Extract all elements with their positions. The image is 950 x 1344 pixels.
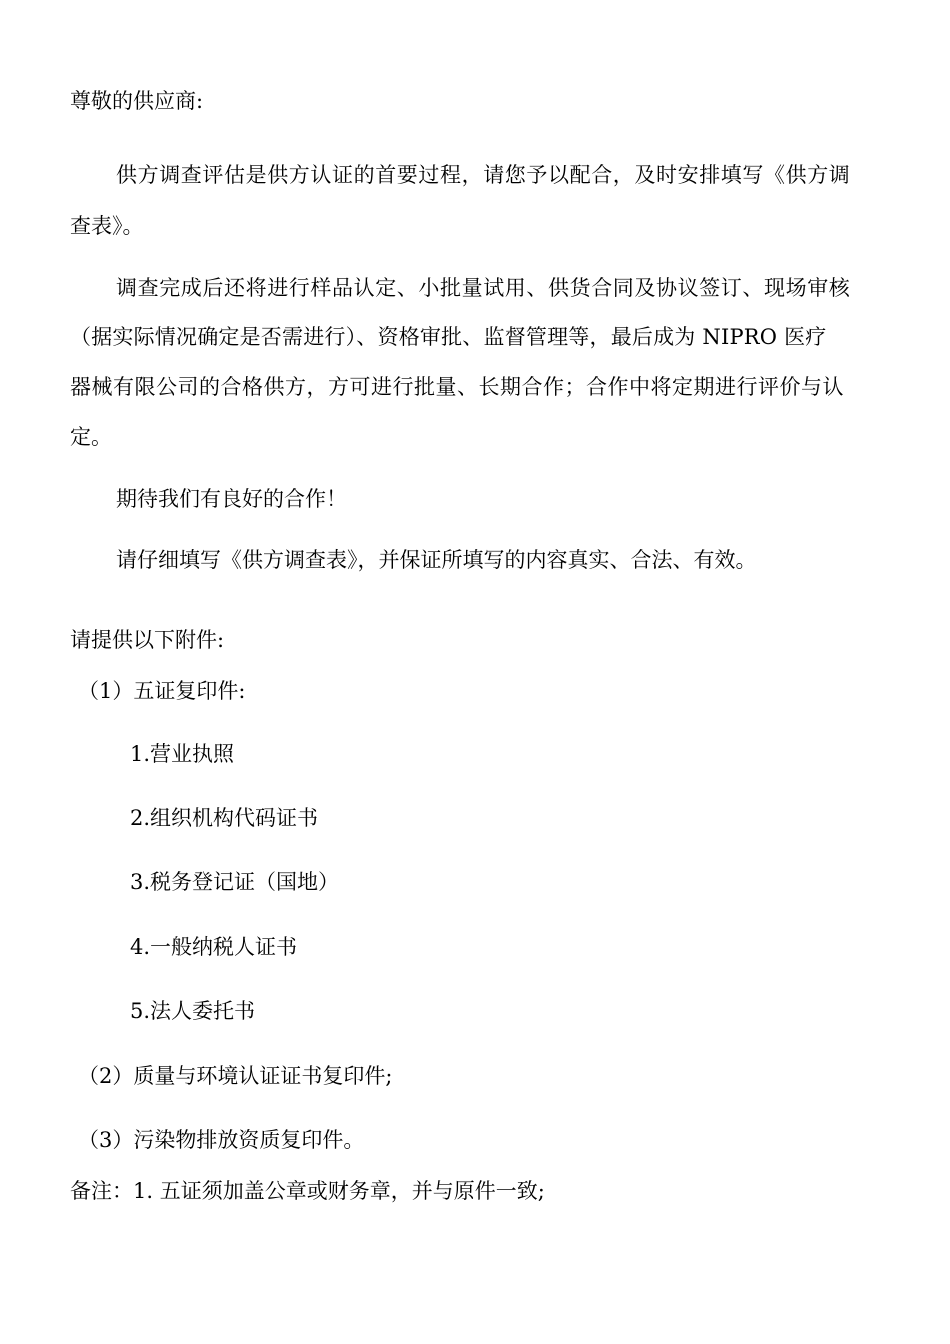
- attachment-sub-item: 2.组织机构代码证书: [130, 806, 319, 830]
- attachment-sub-item: 5.法人委托书: [130, 999, 256, 1023]
- process-paragraph-line-1: 调查完成后还将进行样品认定、小批量试用、供货合同及协议签订、现场审核: [116, 276, 851, 300]
- process-paragraph-line-2: （据实际情况确定是否需进行）、资格审批、监督管理等，最后成为 NIPRO 医疗: [70, 325, 827, 349]
- intro-paragraph-line-2: 查表》。: [70, 214, 144, 238]
- instruction-text: 请仔细填写《供方调查表》，并保证所填写的内容真实、合法、有效。: [116, 548, 757, 572]
- attachments-title: 请提供以下附件:: [70, 628, 225, 652]
- attachment-sub-item: 1.营业执照: [130, 742, 235, 766]
- attachment-sub-item: 3.税务登记证（国地）: [130, 870, 340, 894]
- attachment-item-3: （3）污染物排放资质复印件。: [78, 1128, 365, 1152]
- process-paragraph-line-4: 定。: [70, 425, 112, 449]
- intro-paragraph-line-1: 供方调查评估是供方认证的首要过程，请您予以配合，及时安排填写《供方调: [116, 163, 851, 187]
- process-paragraph-line-3: 器械有限公司的合格供方，方可进行批量、长期合作；合作中将定期进行评价与认: [70, 375, 844, 399]
- expectation-text: 期待我们有良好的合作！: [116, 487, 347, 511]
- remark-note: 备注：1. 五证须加盖公章或财务章，并与原件一致;: [70, 1179, 545, 1203]
- attachment-item-1: （1）五证复印件:: [78, 679, 246, 703]
- greeting: 尊敬的供应商:: [70, 89, 204, 113]
- attachment-item-2: （2）质量与环境认证证书复印件;: [78, 1064, 393, 1088]
- attachment-sub-item: 4.一般纳税人证书: [130, 935, 298, 959]
